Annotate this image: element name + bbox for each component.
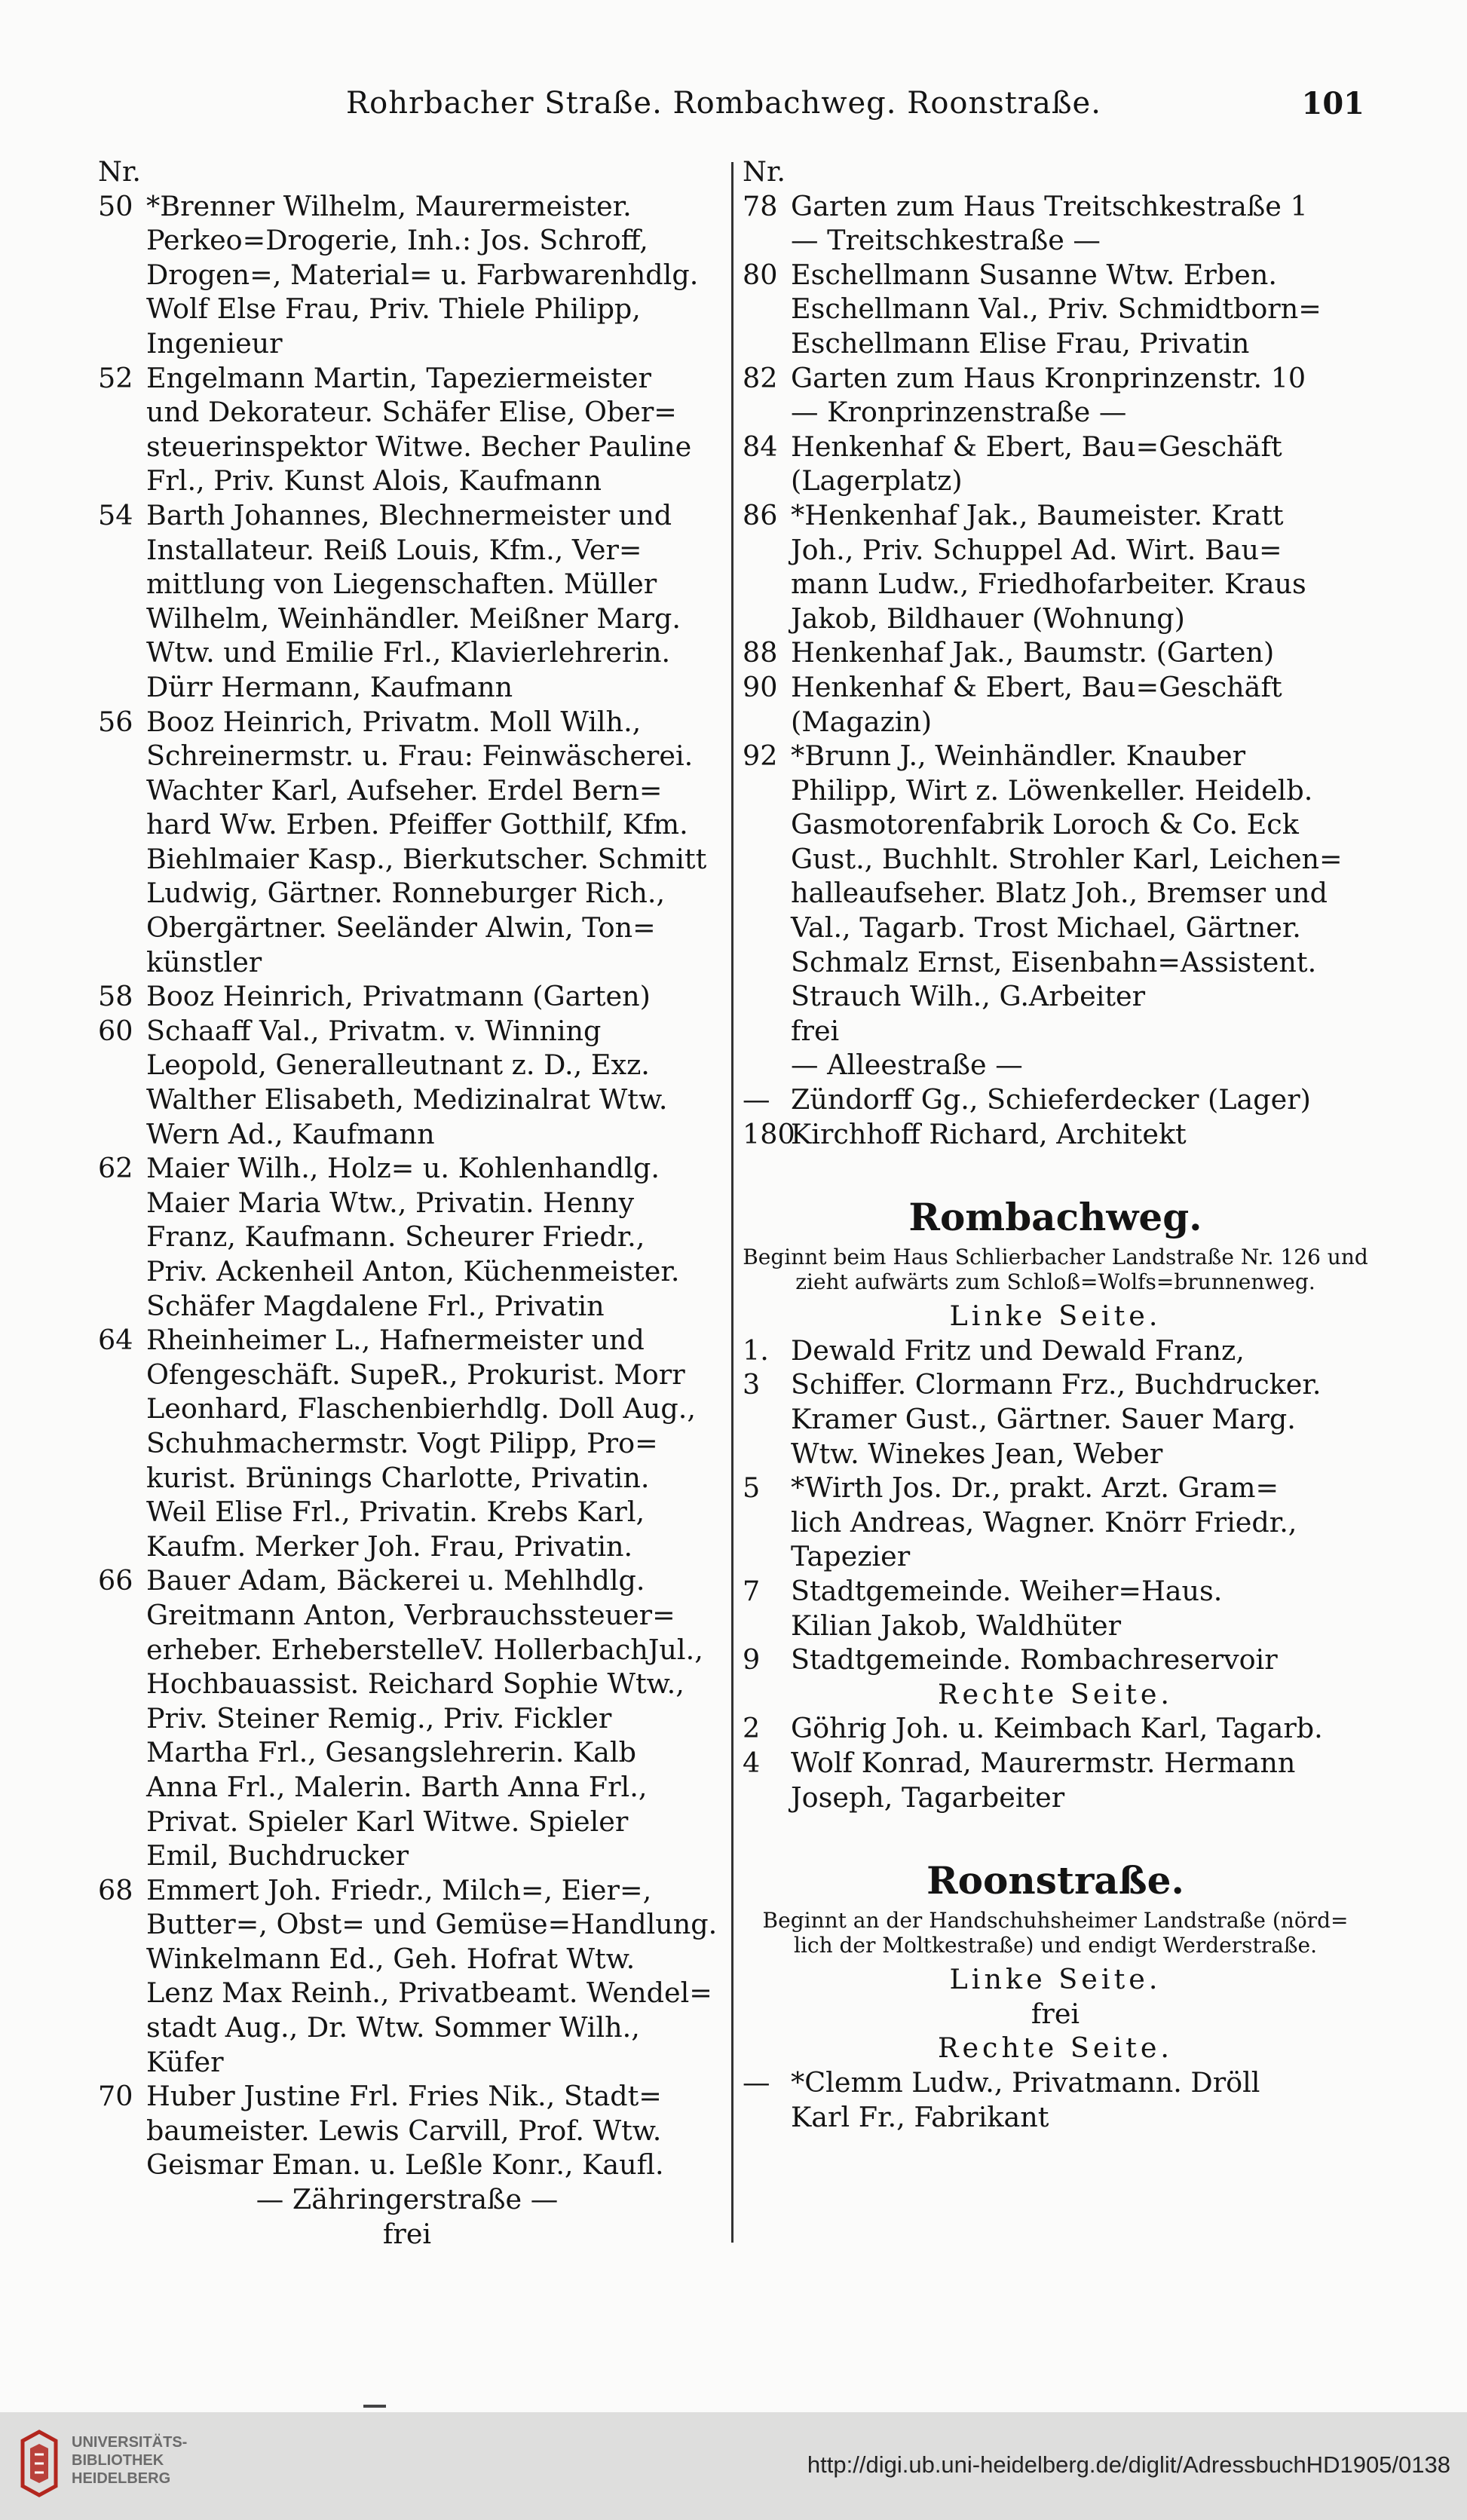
listing-line: Kirchhoff Richard, Architekt [791,1117,1187,1150]
listing-line: Maier Maria Wtw., Privatin. Henny [146,1186,635,1219]
nr-label: Nr. [743,155,786,188]
listing-line: Dürr Hermann, Kaufmann [146,670,513,703]
resident-listing [791,1048,1368,1082]
house-number: 54 [98,498,133,531]
listing-line: Wtw. Winekes Jean, Weber [791,1437,1163,1470]
listing-line: Joh., Priv. Schuppel Ad. Wirt. Bau= [791,533,1282,566]
address-entry [743,635,1368,670]
resident-listing [791,635,1368,670]
listing-line: Karl Fr., Fabrikant [791,2100,1049,2133]
address-entry [743,430,1368,498]
rombachweg-right-entries [743,1711,1368,1814]
address-entry [98,1151,716,1323]
resident-listing [146,2079,716,2182]
listing-line: Huber Justine Frl. Fries Nik., Stadt= [146,2080,662,2113]
left-entries [98,189,716,2182]
listing-line: Joseph, Tagarbeiter [791,1781,1065,1814]
listing-line: künstler [146,945,262,978]
address-entry [743,361,1368,396]
listing-line: Henkenhaf & Ebert, Bau=Geschäft [791,430,1282,463]
house-number: — [743,1083,770,1116]
address-entry [743,1746,1368,1814]
listing-line: — Treitschkestraße — [791,224,1101,257]
listing-line: Emil, Buchdrucker [146,1839,409,1872]
cross-street-row [743,223,1368,258]
listing-line: Eschellmann Elise Frau, Privatin [791,326,1250,360]
listing-line: Stadtgemeinde. Weiher=Haus. [791,1574,1223,1607]
house-number: 4 [743,1746,761,1779]
resident-listing [791,1014,1368,1049]
listing-line: Booz Heinrich, Privatmann (Garten) [146,980,651,1013]
address-entry [743,2065,1368,2134]
listing-line: Anna Frl., Malerin. Barth Anna Frl., [146,1770,648,1803]
section-title-roonstrasse: Roonstraße. [926,1858,1184,1903]
listing-line: Leonhard, Flaschenbierhdlg. Doll Aug., [146,1392,696,1425]
listing-line: halleaufseher. Blatz Joh., Bremser und [791,877,1328,910]
listing-line: Schreinermstr. u. Frau: Feinwäscherei. [146,739,694,773]
listing-line: Kramer Gust., Gärtner. Sauer Marg. [791,1403,1296,1435]
listing-line: Booz Heinrich, Privatm. Moll Wilh., [146,705,642,738]
listing-line: Kaufm. Merker Joh. Frau, Privatin. [146,1529,633,1563]
free-label: frei [382,2217,432,2250]
house-number: 180 [743,1117,795,1150]
address-entry [743,1082,1368,1117]
house-number: 70 [98,2080,133,2113]
listing-line: Perkeo=Drogerie, Inh.: Jos. Schroff, [146,224,648,257]
resident-listing [791,1082,1368,1117]
listing-line: Wilhelm, Weinhändler. Meißner Marg. [146,602,681,635]
listing-line: Maier Wilh., Holz= u. Kohlenhandlg. [146,1152,660,1185]
listing-line: Martha Frl., Gesangslehrerin. Kalb [146,1736,636,1769]
address-entry [743,1574,1368,1643]
listing-line: *Wirth Jos. Dr., prakt. Arzt. Gram= [791,1471,1279,1505]
address-entry [98,2079,716,2182]
listing-line: Garten zum Haus Treitschkestraße 1 [791,189,1308,222]
listing-line: *Brenner Wilhelm, Maurermeister. [146,189,632,222]
logo-line: BIBLIOTHEK [72,2452,164,2469]
house-number [743,223,791,258]
listing-line: Val., Tagarb. Trost Michael, Gärtner. [791,911,1301,945]
listing-line: — Alleestraße — [791,1049,1023,1082]
resident-listing [146,1151,716,1323]
library-logo-text [72,2433,187,2488]
listing-line: Walther Elisabeth, Medizinalrat Wtw. [146,1083,668,1116]
listing-line: Wolf Else Frau, Priv. Thiele Philipp, [146,292,641,326]
listing-line: Gasmotorenfabrik Loroch & Co. Eck [791,808,1299,841]
address-entry [98,1323,716,1563]
listing-line: Bauer Adam, Bäckerei u. Mehlhdlg. [146,1564,645,1597]
free-label: frei [1031,1997,1080,2030]
listing-line: Engelmann Martin, Tapeziermeister [146,361,651,394]
listing-line: Hochbauassist. Reichard Sophie Wtw., [146,1667,684,1701]
house-number [743,1048,791,1082]
listing-line: Leopold, Generalleutnant z. D., Exz. [146,1049,650,1082]
listing-line: Wachter Karl, Aufseher. Erdel Bern= [146,773,663,807]
listing-line: Schiffer. Clormann Frz., Buchdrucker. [791,1368,1322,1401]
listing-line: mann Ludw., Friedhofarbeiter. Kraus [791,568,1306,601]
listing-line: Wtw. und Emilie Frl., Klavierlehrerin. [146,636,671,669]
house-number: 92 [743,739,778,773]
listing-line: Stadtgemeinde. Rombachreservoir [791,1643,1278,1676]
listing-line: frei [791,1014,840,1047]
listing-line: Franz, Kaufmann. Scheurer Friedr., [146,1220,645,1254]
resident-listing [791,498,1368,635]
house-number: 84 [743,430,778,463]
listing-line: steuerinspektor Witwe. Becher Pauline [146,430,692,463]
cross-street-row [743,1014,1368,1049]
cross-street-row [743,1048,1368,1082]
source-url-link[interactable]: http://digi.ub.uni-heidelberg.de/diglit/AdressbuchHD1905/0138 [807,2451,1450,2478]
section-title-rombachweg: Rombachweg. [908,1195,1202,1240]
left-side-heading: Linke Seite. [949,1963,1162,1996]
section-description-rombachweg: Beginnt beim Haus Schlierbacher Landstraße Nr. 126 und zieht aufwärts zum Schloß=Wolfs=brunnenweg. [743,1245,1368,1295]
resident-listing [791,1643,1368,1677]
resident-listing [146,979,716,1014]
resident-listing [146,189,716,361]
address-entry [98,1873,716,2080]
listing-line: Ofengeschäft. SupeR., Prokurist. Morr [146,1358,685,1391]
listing-line: Privat. Spieler Karl Witwe. Spieler [146,1805,629,1838]
resident-listing [791,2065,1368,2134]
house-number: 66 [98,1564,133,1597]
listing-line: Strauch Wilh., G.Arbeiter [791,980,1146,1013]
house-number: 9 [743,1643,761,1676]
house-number: 60 [98,1014,133,1047]
house-number: 64 [98,1324,133,1357]
resident-listing [146,498,716,705]
listing-line: Garten zum Haus Kronprinzenstr. 10 [791,361,1306,394]
address-entry [743,1711,1368,1746]
right-entries [743,189,1368,1152]
resident-listing [146,1873,717,2080]
footer-bar [0,2412,1467,2520]
listing-line: Frl., Priv. Kunst Alois, Kaufmann [146,464,602,498]
address-entry [98,189,716,361]
listing-line: Göhrig Joh. u. Keimbach Karl, Tagarb. [791,1712,1323,1745]
house-number [743,1014,791,1049]
listing-line: Küfer [146,2045,224,2078]
listing-line: Lenz Max Reinh., Privatbeamt. Wendel= [146,1977,712,2010]
resident-listing [791,1746,1368,1814]
address-entry [743,670,1368,739]
listing-line: mittlung von Liegenschaften. Müller [146,568,657,601]
house-number: 68 [98,1873,133,1906]
roonstrasse-right-entries [743,2065,1368,2134]
resident-listing [791,189,1368,224]
listing-line: Schuhmachermstr. Vogt Pilipp, Pro= [146,1426,658,1459]
address-entry [743,498,1368,635]
cross-street-label: — Zähringerstraße — [256,2183,559,2216]
house-number: 5 [743,1471,761,1505]
resident-listing [791,430,1368,498]
listing-line: lich Andreas, Wagner. Knörr Friedr., [791,1505,1297,1539]
listing-line: Eschellmann Val., Priv. Schmidtborn= [791,292,1322,326]
running-title: Rohrbacher Straße. Rombachweg. Roonstraße. [346,86,1101,121]
page-header [83,81,1364,134]
address-entry [743,1471,1368,1574]
listing-line: Philipp, Wirt z. Löwenkeller. Heidelb. [791,773,1313,807]
listing-line: — Kronprinzenstraße — [791,396,1127,429]
listing-line: Barth Johannes, Blechnermeister und [146,498,672,531]
left-side-heading: Linke Seite. [949,1300,1162,1333]
listing-line: Tapezier [791,1540,911,1573]
house-number: 52 [98,361,133,394]
left-column [98,155,716,2251]
column-divider [731,162,734,2243]
university-library-logo-icon [17,2426,62,2501]
listing-line: Butter=, Obst= und Gemüse=Handlung. [146,1908,718,1941]
address-entry [98,498,716,705]
listing-line: *Brunn J., Weinhändler. Knauber [791,739,1246,773]
listing-line: Schmalz Ernst, Eisenbahn=Assistent. [791,945,1317,978]
listing-line: *Clemm Ludw., Privatmann. Dröll [791,2065,1260,2099]
listing-line: kurist. Brünings Charlotte, Privatin. [146,1461,650,1494]
resident-listing [791,1333,1368,1471]
listing-line: Geismar Eman. u. Leßle Konr., Kaufl. [146,2148,664,2182]
listing-line: Henkenhaf Jak., Baumstr. (Garten) [791,636,1275,669]
house-number: 2 [743,1712,761,1745]
listing-line: Emmert Joh. Friedr., Milch=, Eier=, [146,1873,652,1906]
resident-listing [146,361,716,498]
listing-line: hard Ww. Erben. Pfeiffer Gotthilf, Kfm. [146,808,688,841]
listing-line: Winkelmann Ed., Geh. Hofrat Wtw. [146,1942,635,1975]
address-entry [743,1333,1368,1471]
listing-line: baumeister. Lewis Carvill, Prof. Wtw. [146,2114,662,2147]
house-number [743,395,791,430]
listing-line: Greitmann Anton, Verbrauchssteuer= [146,1598,675,1631]
resident-listing [791,395,1368,430]
address-entry [98,705,716,980]
house-number: 1. 3 [743,1333,769,1401]
listing-line: Kilian Jakob, Waldhüter [791,1609,1122,1642]
house-number: 58 [98,980,133,1013]
listing-line: stadt Aug., Dr. Wtw. Sommer Wilh., [146,2011,640,2044]
logo-line: UNIVERSITÄTS- [72,2434,188,2451]
right-side-heading: Rechte Seite. [937,2032,1174,2065]
resident-listing [791,1117,1368,1152]
address-entry [98,1014,716,1151]
listing-line: Priv. Ackenheil Anton, Küchenmeister. [146,1255,680,1288]
listing-line: erheber. ErheberstelleV. HollerbachJul., [146,1633,703,1666]
house-number: 78 [743,189,778,222]
listing-line: und Dekorateur. Schäfer Elise, Ober= [146,396,677,429]
print-mark [363,2405,386,2408]
listing-line: Ingenieur [146,326,283,360]
listing-line: Wern Ad., Kaufmann [146,1117,435,1150]
listing-line: Drogen=, Material= u. Farbwarenhdlg. [146,258,699,291]
house-number: 88 [743,636,778,669]
listing-line: Wolf Konrad, Maurermstr. Hermann [791,1746,1296,1779]
listing-line: Obergärtner. Seeländer Alwin, Ton= [146,911,656,945]
house-number: 62 [98,1152,133,1185]
listing-line: Gust., Buchhlt. Strohler Karl, Leichen= [791,842,1343,875]
resident-listing [791,1574,1368,1643]
listing-line: Installateur. Reiß Louis, Kfm., Ver= [146,533,642,566]
address-entry [743,189,1368,224]
listing-line: Schaaff Val., Privatm. v. Winning [146,1014,602,1047]
listing-line: Eschellmann Susanne Wtw. Erben. [791,258,1277,291]
address-entry [743,258,1368,361]
house-number: 7 [743,1574,761,1607]
house-number: 82 [743,361,778,394]
house-number: 86 [743,498,778,531]
house-number: 80 [743,258,778,291]
right-column [743,155,1368,2134]
house-number: 50 [98,189,133,222]
right-side-heading: Rechte Seite. [937,1677,1174,1710]
cross-street-row [743,395,1368,430]
listing-line: *Henkenhaf Jak., Baumeister. Kratt [791,498,1284,531]
address-entry [743,739,1368,1014]
logo-line: HEIDELBERG [72,2470,171,2487]
resident-listing [791,1711,1368,1746]
resident-listing [791,1471,1368,1574]
rombachweg-left-entries [743,1333,1368,1677]
resident-listing [146,1323,716,1563]
nr-label: Nr. [98,155,141,188]
listing-line: Ludwig, Gärtner. Ronneburger Rich., [146,877,666,910]
listing-line: (Magazin) [791,705,933,738]
listing-line: Biehlmaier Kasp., Bierkutscher. Schmitt [146,842,707,875]
section-description-roonstrasse: Beginnt an der Handschuhsheimer Landstraße (nörd= lich der Moltkestraße) und endigt Werderstraße. [762,1908,1349,1958]
listing-line: Weil Elise Frl., Privatin. Krebs Karl, [146,1496,645,1529]
resident-listing [146,1563,716,1872]
resident-listing [146,705,716,980]
listing-line: Zündorff Gg., Schieferdecker (Lager) [791,1083,1311,1116]
listing-line: Schäfer Magdalene Frl., Privatin [146,1289,605,1322]
resident-listing [791,258,1368,361]
address-entry [743,1117,1368,1152]
house-number: 90 [743,670,778,703]
house-number: 56 [98,705,133,738]
resident-listing [791,739,1368,1014]
resident-listing [146,1014,716,1151]
resident-listing [791,361,1368,396]
address-entry [98,979,716,1014]
address-entry [98,1563,716,1872]
address-entry [743,1643,1368,1677]
resident-listing [791,670,1368,739]
listing-line: Dewald Fritz und Dewald Franz, [791,1333,1245,1367]
house-number: — [743,2065,770,2099]
page-number: 101 [1301,86,1364,121]
listing-line: Rheinheimer L., Hafnermeister und [146,1324,645,1357]
listing-line: Henkenhaf & Ebert, Bau=Geschäft [791,670,1282,703]
address-entry [98,361,716,498]
resident-listing [791,223,1368,258]
listing-line: Jakob, Bildhauer (Wohnung) [791,602,1185,635]
listing-line: Priv. Steiner Remig., Priv. Fickler [146,1701,612,1735]
listing-line: (Lagerplatz) [791,464,963,498]
